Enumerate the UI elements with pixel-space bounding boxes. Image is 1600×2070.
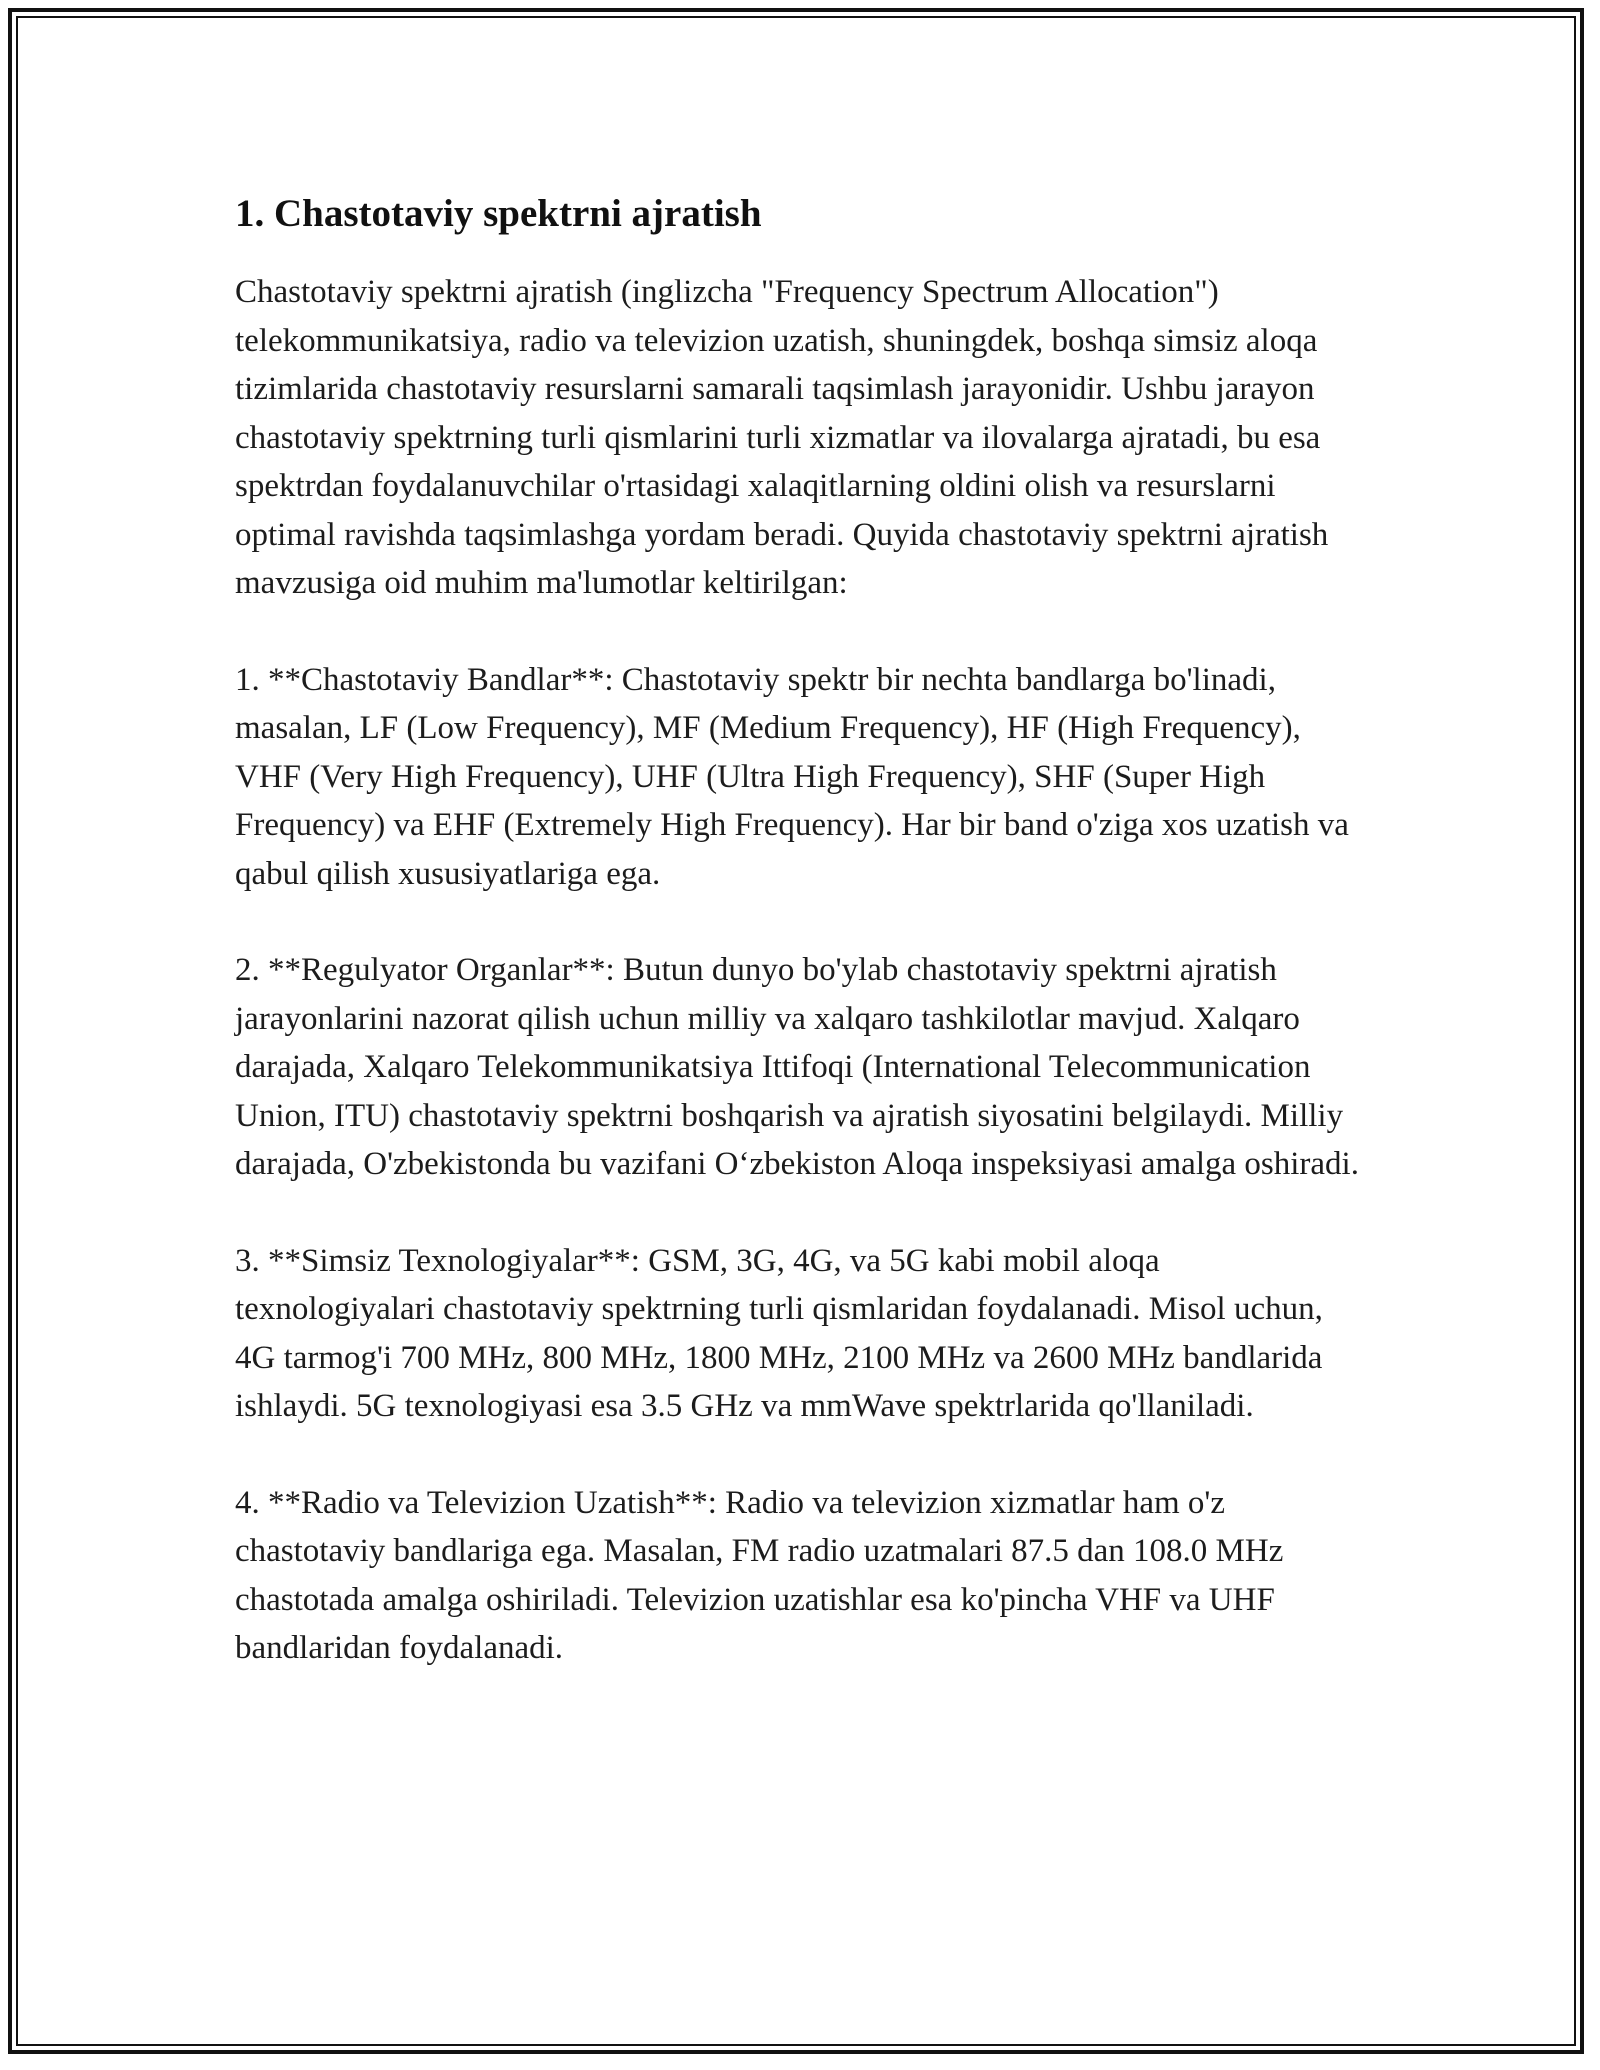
list-item-radio-tv-broadcasting: 4. **Radio va Televizion Uzatish**: Radio va televizion xizmatlar ham o'z chastotaviy bandlariga ega. Masalan, FM radio uzatmalari 87.5 dan 108.0 MHz chastotada amalga oshiriladi. Televizion uzatishlar esa ko'pincha VHF va UHF bandlaridan foydalanadi. [235, 1484, 1284, 1666]
list-item-regulatory-bodies: 2. **Regulyator Organlar**: Butun dunyo bo'ylab chastotaviy spektrni ajratish jarayonlarini nazorat qilish uchun milliy va xalqaro tashkilotlar mavjud. Xalqaro darajada, Xalqaro Telekommunikatsiya Ittifoqi (International Telecommunication Union, ITU) chastotaviy spektrni boshqarish va ajratish siyosatini belgilaydi. Milliy darajada, O'zbekistonda bu vazifani O‘zbekiston Aloqa inspeksiyasi amalga oshiradi. [235, 952, 1359, 1182]
document-body [235, 186, 1365, 1721]
list-item-wireless-technologies: 3. **Simsiz Texnologiyalar**: GSM, 3G, 4G, va 5G kabi mobil aloqa texnologiyalari chastotaviy spektrning turli qismlaridan foydalanadi. Misol uchun, 4G tarmog'i 700 MHz, 800 MHz, 1800 MHz, 2100 MHz va 2600 MHz bandlarida ishlaydi. 5G texnologiyasi esa 3.5 GHz va mmWave spektrlarida qo'llaniladi. [235, 1242, 1323, 1424]
intro-paragraph: Chastotaviy spektrni ajratish (inglizcha "Frequency Spectrum Allocation") telekommunikatsiya, radio va televizion uzatish, shuningdek, boshqa simsiz aloqa tizimlarida chastotaviy resurslarni samarali taqsimlash jarayonidir. Ushbu jarayon chastotaviy spektrning turli qismlarini turli xizmatlar va ilovalarga ajratadi, bu esa spektrdan foydalanuvchilar o'rtasidagi xalaqitlarning oldini olish va resurslarni optimal ravishda taqsimlashga yordam beradi. Quyida chastotaviy spektrni ajratish mavzusiga oid muhim ma'lumotlar keltirilgan: [235, 274, 1329, 601]
list-item-frequency-bands: 1. **Chastotaviy Bandlar**: Chastotaviy spektr bir nechta bandlarga bo'linadi, masalan, LF (Low Frequency), MF (Medium Frequency), HF (High Frequency), VHF (Very High Frequency), UHF (Ultra High Frequency), SHF (Super High Frequency) va EHF (Extremely High Frequency). Har bir band o'ziga xos uzatish va qabul qilish xususiyatlariga ega. [235, 661, 1349, 892]
section-heading: 1. Chastotaviy spektrni ajratish [235, 192, 762, 235]
